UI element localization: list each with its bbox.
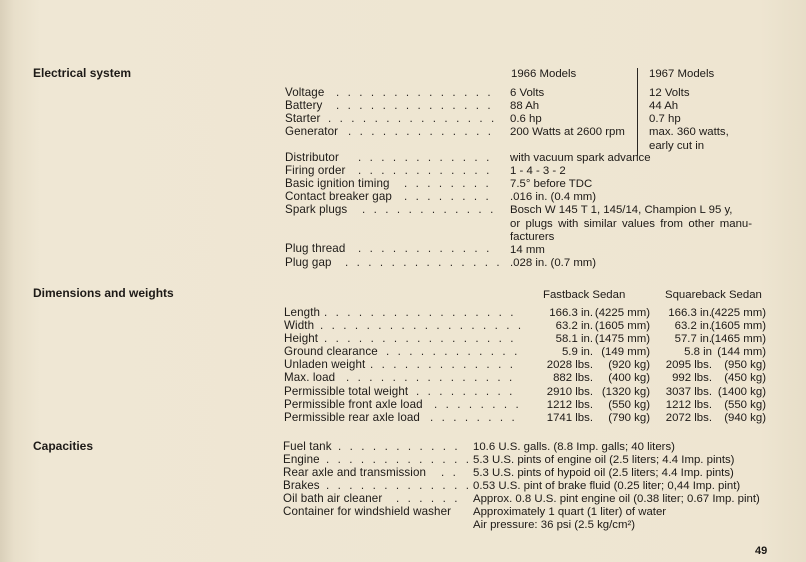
row-label: Permissible rear axle load — [284, 411, 420, 424]
row-label: Plug gap — [285, 256, 332, 269]
leader-dots: . . . . . . . . . . . . — [358, 242, 492, 255]
leader-dots: . . . . . . . . . . . . . — [326, 453, 472, 466]
row-label: Firing order — [285, 164, 346, 177]
value-1967-cont: early cut in — [649, 140, 705, 152]
leader-dots: . . . . . . . . . . . . — [358, 164, 492, 177]
row-label: Battery — [285, 99, 323, 112]
leader-dots: . . . . . . . . — [404, 177, 492, 190]
fastback-in: 1741 lbs. — [546, 412, 593, 424]
value-1966: 200 Watts at 2600 rpm — [510, 126, 625, 138]
row-label: Starter — [285, 112, 321, 125]
row-label: Spark plugs — [285, 203, 348, 216]
fastback-in: 166.3 in. — [549, 307, 593, 319]
fastback-in: 2910 lbs. — [546, 386, 593, 398]
fastback-in: 63.2 in. — [555, 320, 593, 332]
row-label: Container for windshield washer — [283, 505, 452, 518]
section-heading-capacities: Capacities — [33, 439, 94, 453]
value: Bosch W 145 T 1, 145/14, Champion L 95 y, — [510, 204, 733, 216]
value-cont: facturers — [510, 231, 555, 243]
value: 1 - 4 - 3 - 2 — [510, 165, 566, 177]
fastback-in: 882 lbs. — [553, 372, 593, 384]
squareback-mm: (950 kg) — [724, 359, 766, 371]
fastback-in: 2028 lbs. — [546, 359, 593, 371]
leader-dots: . . . . . . . . . . . . . . . . . . — [320, 319, 524, 332]
value: .016 in. (0.4 mm) — [510, 191, 597, 203]
squareback-in: 166.3 in. — [668, 307, 712, 319]
value: 5.3 U.S. pints of engine oil (2.5 liters; 4.4 Imp. pints) — [473, 454, 735, 466]
value: Approximately 1 quart (1 liter) of water — [473, 506, 667, 518]
fastback-in: 5.9 in. — [561, 346, 593, 358]
row-label: Height — [284, 332, 319, 345]
row-label: Contact breaker gap — [285, 190, 392, 203]
value-1967: 12 Volts — [649, 87, 690, 99]
value-1967: 44 Ah — [649, 100, 679, 112]
column-divider — [637, 68, 638, 156]
leader-dots: . . . . . . . . . . . . . — [348, 125, 494, 138]
leader-dots: . . . . . . . . . . . . — [358, 151, 492, 164]
leader-dots: . . . . . . . . — [434, 398, 522, 411]
row-label: Fuel tank — [283, 440, 332, 453]
squareback-mm: (450 kg) — [724, 372, 766, 384]
squareback-in: 5.8 in — [684, 346, 712, 358]
leader-dots: . . . . . . . . — [430, 411, 518, 424]
squareback-in: 2072 lbs. — [665, 412, 712, 424]
row-label: Generator — [285, 125, 339, 138]
squareback-in: 992 lbs. — [672, 372, 712, 384]
row-label: Basic ignition timing — [285, 177, 390, 190]
section-heading-electrical: Electrical system — [33, 66, 132, 80]
column-header-1967: 1967 Models — [649, 68, 715, 80]
squareback-mm: (550 kg) — [724, 399, 766, 411]
value-cont: or plugs with similar values from other manu- — [510, 218, 753, 230]
row-label: Ground clearance — [284, 345, 378, 358]
fastback-mm: (400 kg) — [608, 372, 650, 384]
row-label: Plug thread — [285, 242, 346, 255]
row-label: Voltage — [285, 86, 325, 99]
value-1967: 0.7 hp — [649, 113, 681, 125]
leader-dots: . . . . . . . . . . . . . . . . . — [324, 306, 517, 319]
row-label: Permissible total weight — [284, 385, 409, 398]
value: 7.5° before TDC — [510, 178, 593, 190]
column-header-1966: 1966 Models — [511, 68, 577, 80]
leader-dots: . . . . . . . . . . . . — [362, 203, 496, 216]
leader-dots: . . . . . . . . . — [416, 385, 515, 398]
row-label: Brakes — [283, 479, 320, 492]
squareback-mm: (1400 kg) — [717, 386, 766, 398]
value-1966: 0.6 hp — [510, 113, 542, 125]
squareback-mm: (144 mm) — [717, 346, 766, 358]
squareback-mm: (1465 mm) — [710, 333, 766, 345]
value: 5.3 U.S. pints of hypoid oil (2.5 liters; 4.4 Imp. pints) — [473, 467, 734, 479]
squareback-mm: (940 kg) — [724, 412, 766, 424]
column-header-fastback: Fastback Sedan — [543, 289, 626, 301]
air-pressure-note: Air pressure: 36 psi (2.5 kg/cm²) — [473, 519, 636, 531]
leader-dots: . . . . . . . . . . . . . . . . . — [324, 332, 517, 345]
leader-dots: . . . . . . . . . . . . . . . — [328, 112, 497, 125]
page-number: 49 — [755, 545, 768, 557]
fastback-mm: (920 kg) — [608, 359, 650, 371]
squareback-in: 2095 lbs. — [665, 359, 712, 371]
row-label: Distributor — [285, 151, 339, 164]
fastback-mm: (790 kg) — [608, 412, 650, 424]
leader-dots: . . . . . . . . . . . . . — [326, 479, 472, 492]
squareback-mm: (1605 mm) — [710, 320, 766, 332]
row-label: Oil bath air cleaner — [283, 492, 383, 505]
leader-dots: . . . . . . . . . . . . . . . — [346, 371, 515, 384]
row-label: Width — [284, 319, 315, 332]
value-1966: 6 Volts — [510, 87, 545, 99]
fastback-mm: (4225 mm) — [594, 307, 650, 319]
squareback-mm: (4225 mm) — [710, 307, 766, 319]
row-label: Engine — [283, 453, 320, 466]
value: Approx. 0.8 U.S. pint engine oil (0.38 liter; 0.67 Imp. pint) — [473, 493, 760, 505]
leader-dots: . . . . . . — [396, 492, 461, 505]
leader-dots: . . . . . . . . . . . . — [386, 345, 520, 358]
fastback-mm: (1475 mm) — [594, 333, 650, 345]
fastback-mm: (1605 mm) — [594, 320, 650, 332]
leader-dots: . . . . . . . . . . . . . — [370, 358, 516, 371]
leader-dots: . . . . . . . . . . . . . . — [336, 99, 494, 112]
squareback-in: 57.7 in. — [674, 333, 712, 345]
value: 10.6 U.S. galls. (8.8 Imp. galls; 40 liters) — [473, 441, 675, 453]
row-label: Length — [284, 306, 321, 319]
fastback-in: 1212 lbs. — [546, 399, 593, 411]
row-label: Rear axle and transmission — [283, 466, 427, 479]
fastback-in: 58.1 in. — [555, 333, 593, 345]
row-label: Unladen weight — [284, 358, 366, 371]
value: 14 mm — [510, 244, 545, 256]
value: 0.53 U.S. pint of brake fluid (0.25 liter; 0,44 Imp. pint) — [473, 480, 741, 492]
row-label: Max. load — [284, 371, 336, 384]
leader-dots: . . . . . . . . — [404, 190, 492, 203]
column-header-squareback: Squareback Sedan — [665, 289, 762, 301]
leader-dots: . . . . . . . . . . . . . . — [336, 86, 494, 99]
value-1966: 88 Ah — [510, 100, 540, 112]
value: .028 in. (0.7 mm) — [510, 257, 597, 269]
leader-dots: . . . . . . . . . . . — [338, 440, 461, 453]
row-label: Permissible front axle load — [284, 398, 423, 411]
value: with vacuum spark advance — [510, 152, 651, 164]
leader-dots: . . . . . . . . . . . . . . — [345, 256, 503, 269]
fastback-mm: (149 mm) — [601, 346, 650, 358]
fastback-mm: (1320 kg) — [601, 386, 650, 398]
section-heading-dimensions: Dimensions and weights — [33, 286, 174, 300]
fastback-mm: (550 kg) — [608, 399, 650, 411]
squareback-in: 1212 lbs. — [665, 399, 712, 411]
squareback-in: 3037 lbs. — [665, 386, 712, 398]
value-1967: max. 360 watts, — [649, 126, 729, 138]
leader-dots: . . — [441, 466, 459, 479]
squareback-in: 63.2 in. — [674, 320, 712, 332]
